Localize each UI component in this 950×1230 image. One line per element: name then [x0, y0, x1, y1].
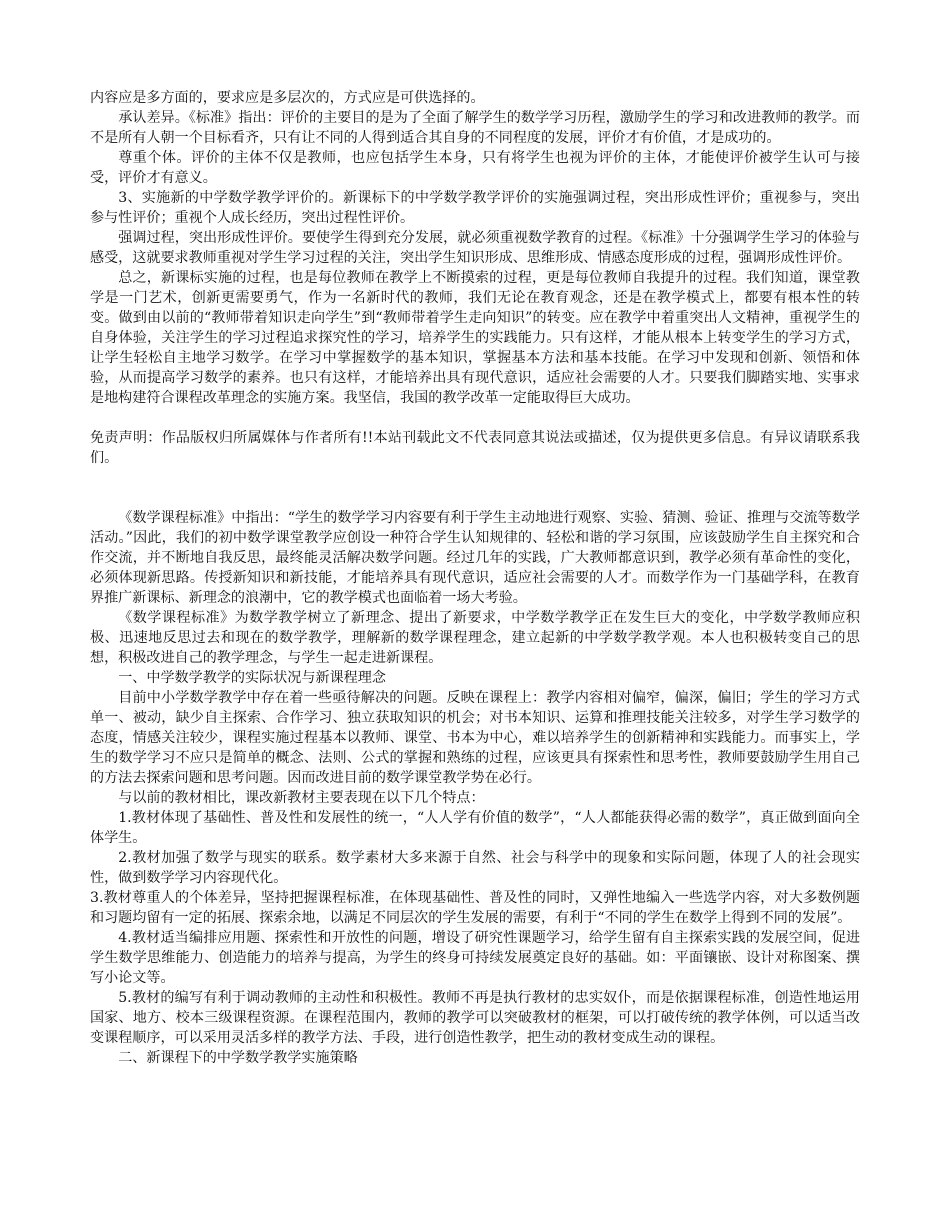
- paragraph: 承认差异。《标准》指出：评价的主要目的是为了全面了解学生的数学学习历程，激励学生的学习和改进教师的教学。而不是所有人朝一个目标看齐，只有让不同的人得到适合其自身的不同程度的发展，评价才有价值，才是成功的。: [90, 110, 860, 146]
- paragraph: 总之，新课标实施的过程，也是每位教师在教学上不断摸索的过程，更是每位教师自我提升的过程。我们知道，课堂教学是一门艺术，创新更需要勇气，作为一名新时代的教师，我们无论在教育观念，还是在教学模式上，都要有根本性的转变。做到由以前的“教师带着知识走向学生”到“教师带着学生走向知识”的转变。应在教学中着重突出人文精神，重视学生的自身体验，关注学生的学习过程追求探究性的学习，培养学生的实践能力。只有这样，才能从根本上转变学生的学习方式，让学生轻松自主地学习数学。在学习中掌握数学的基本知识，掌握基本方法和基本技能。在学习中发现和创新、领悟和体验，从而提高学习数学的素养。也只有这样，才能培养出具有现代意识，适应社会需要的人才。只要我们脚踏实地、实事求是地构建符合课程改革理念的实施方案。我坚信，我国的教学改革一定能取得巨大成功。: [90, 270, 860, 406]
- list-item: 3.教材尊重人的个体差异，坚持把握课程标准，在体现基础性、普及性的同时，又弹性地编入一些选学内容，对大多数例题和习题均留有一定的拓展、探索余地，以满足不同层次的学生发展的需要，有利于“不同的学生在数学上得到不同的发展”。: [90, 890, 860, 926]
- paragraph: 内容应是多方面的，要求应是多层次的，方式应是可供选择的。: [90, 90, 485, 106]
- list-item: 4.教材适当编排应用题、探索性和开放性的问题，增设了研究性课题学习，给学生留有自主探索实践的发展空间，促进学生数学思维能力、创造能力的培养与提高，为学生的终身可持续发展奠定良好的基础。如：平面镶嵌、设计对称图案、撰写小论文等。: [90, 930, 860, 986]
- spacer: [90, 408, 860, 428]
- section-heading: 一、中学数学教学的实际状况与新课程理念: [118, 670, 386, 686]
- section-heading: 二、新课程下的中学数学教学实施策略: [118, 1050, 358, 1066]
- paragraph: 强调过程，突出形成性评价。要使学生得到充分发展，就必须重视数学教育的过程。《标准》十分强调学生学习的体验与感受，这就要求教师重视对学生学习过程的关注，突出学生知识形成、思维形成、情感态度形成的过程，强调形成性评价。: [90, 230, 860, 266]
- paragraph: 《数学课程标准》中指出：“学生的数学学习内容要有利于学生主动地进行观察、实验、猜测、验证、推理与交流等数学活动。”因此，我们的初中数学课堂教学应创设一种符合学生认知规律的、轻松和谐的学习氛围，应该鼓励学生自主探究和合作交流，并不断地自我反思，最终能灵活解决数学问题。经过几年的实践，广大教师都意识到，教学必须有革命性的变化，必须体现新思路。传授新知识和新技能，才能培养具有现代意识，适应社会需要的人才。而数学作为一门基础学科，在教育界推广新课标、新理念的浪潮中，它的教学模式也面临着一场大考验。: [90, 510, 860, 606]
- list-item: 1.教材体现了基础性、普及性和发展性的统一，“人人学有价值的数学”，“人人都能获得必需的数学”，真正做到面向全体学生。: [90, 810, 860, 846]
- paragraph: 目前中小学数学教学中存在着一些亟待解决的问题。反映在课程上：教学内容相对偏窄，偏深，偏旧；学生的学习方式单一、被动，缺少自主探索、合作学习、独立获取知识的机会；对书本知识、运算和推理技能关注较多，对学生学习数学的态度，情感关注较少，课程实施过程基本以教师、课堂、书本为中心，难以培养学生的创新精神和实践能力。而事实上，学生的数学学习不应只是简单的概念、法则、公式的掌握和熟练的过程，应该更具有探索性和思考性，教师要鼓励学生用自己的方法去探索问题和思考问题。因而改进目前的数学课堂教学势在必行。: [90, 690, 860, 786]
- paragraph: 与以前的教材相比，课改新教材主要表现在以下几个特点：: [118, 790, 485, 806]
- list-item: 5.教材的编写有利于调动教师的主动性和积极性。教师不再是执行教材的忠实奴仆，而是依据课程标准，创造性地运用国家、地方、校本三级课程资源。在课程范围内，教师的教学可以突破教材的框架，可以打破传统的教学体例，可以适当改变课程顺序，可以采用灵活多样的教学方法、手段，进行创造性教学，把生动的教材变成生动的课程。: [90, 990, 860, 1046]
- paragraph: 3、实施新的中学数学教学评价的。新课标下的中学数学教学评价的实施强调过程，突出形成性评价；重视参与，突出参与性评价；重视个人成长经历，突出过程性评价。: [90, 190, 860, 226]
- spacer: [90, 468, 860, 508]
- disclaimer-text: 免责声明：作品版权归所属媒体与作者所有!!本站刊载此文不代表同意其说法或描述，仅为提供更多信息。有异议请联系我们。: [90, 430, 860, 466]
- paragraph: 尊重个体。评价的主体不仅是教师，也应包括学生本身，只有将学生也视为评价的主体，才能使评价被学生认可与接受，评价才有意义。: [90, 150, 860, 186]
- list-item: 2.教材加强了数学与现实的联系。数学素材大多来源于自然、社会与科学中的现象和实际问题，体现了人的社会现实性，做到数学学习内容现代化。: [90, 850, 860, 886]
- paragraph: 《数学课程标准》为数学教学树立了新理念、提出了新要求，中学数学教学正在发生巨大的变化，中学数学教师应积极、迅速地反思过去和现在的数学教学，理解新的数学课程理念，建立起新的中学数学教学观。本人也积极转变自己的思想，积极改进自己的教学理念，与学生一起走进新课程。: [90, 610, 860, 666]
